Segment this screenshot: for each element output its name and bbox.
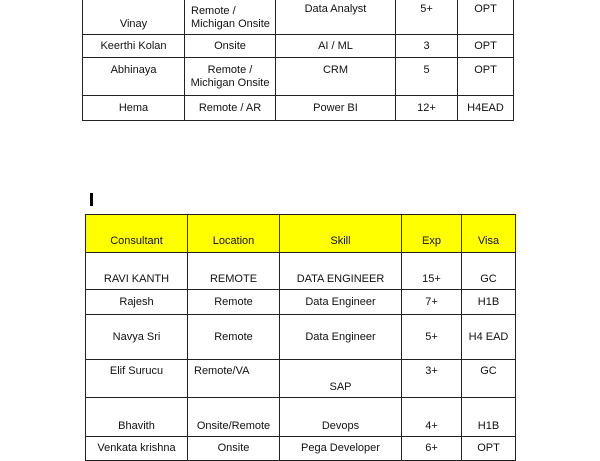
- visa-cell: OPT: [458, 35, 514, 58]
- table-row: [83, 35, 514, 58]
- table-row: [83, 58, 514, 96]
- location-cell: Remote: [188, 315, 280, 360]
- location-cell: Onsite/Remote: [188, 398, 280, 437]
- table-row: [86, 315, 516, 360]
- visa-cell: OPT: [462, 437, 516, 461]
- visa-cell: H4 EAD: [462, 315, 516, 360]
- table-row: [86, 290, 516, 315]
- header-consultant: Consultant: [86, 215, 188, 253]
- visa-cell: OPT: [458, 0, 514, 35]
- visa-cell: H1B: [462, 398, 516, 437]
- exp-cell: 5: [396, 58, 458, 96]
- exp-cell: 3+: [402, 360, 462, 398]
- consultant-cell: Abhinaya: [83, 58, 185, 96]
- visa-cell: GC: [462, 360, 516, 398]
- location-cell: Remote: [188, 290, 280, 315]
- consultant-cell: Bhavith: [86, 398, 188, 437]
- table-header-row: [86, 215, 516, 253]
- location-cell: Remote/VA: [188, 360, 280, 398]
- consultant-cell: Keerthi Kolan: [83, 35, 185, 58]
- skill-cell: Data Engineer: [280, 315, 402, 360]
- location-cell: Remote / Michigan Onsite: [185, 0, 276, 35]
- consultant-cell: RAVI KANTH: [86, 253, 188, 290]
- skill-cell: Pega Developer: [280, 437, 402, 461]
- header-visa: Visa: [462, 215, 516, 253]
- skill-cell: CRM: [276, 58, 396, 96]
- exp-cell: 12+: [396, 96, 458, 121]
- skill-cell: DATA ENGINEER: [280, 253, 402, 290]
- exp-cell: 5+: [396, 0, 458, 35]
- visa-cell: H4EAD: [458, 96, 514, 121]
- skill-cell: SAP: [280, 360, 402, 398]
- table-row: [83, 96, 514, 121]
- table-row: [86, 437, 516, 461]
- table-row: [86, 253, 516, 290]
- consultants-table-bottom: [85, 214, 516, 461]
- visa-cell: GC: [462, 253, 516, 290]
- text-cursor-mark: [90, 193, 93, 206]
- location-cell: Remote / AR: [185, 96, 276, 121]
- exp-cell: 5+: [402, 315, 462, 360]
- exp-cell: 15+: [402, 253, 462, 290]
- consultant-cell: Rajesh: [86, 290, 188, 315]
- table-row: [86, 398, 516, 437]
- skill-cell: Devops: [280, 398, 402, 437]
- header-exp: Exp: [402, 215, 462, 253]
- visa-cell: OPT: [458, 58, 514, 96]
- exp-cell: 3: [396, 35, 458, 58]
- consultant-cell: Vinay: [83, 0, 185, 35]
- skill-cell: Data Engineer: [280, 290, 402, 315]
- consultant-cell: Hema: [83, 96, 185, 121]
- table-row: [86, 360, 516, 398]
- header-location: Location: [188, 215, 280, 253]
- skill-cell: Data Analyst: [276, 0, 396, 35]
- skill-cell: AI / ML: [276, 35, 396, 58]
- consultants-table-top: [82, 0, 514, 121]
- location-cell: Onsite: [188, 437, 280, 461]
- exp-cell: 7+: [402, 290, 462, 315]
- exp-cell: 4+: [402, 398, 462, 437]
- header-skill: Skill: [280, 215, 402, 253]
- location-cell: Onsite: [185, 35, 276, 58]
- consultant-cell: Elif Surucu: [86, 360, 188, 398]
- consultant-cell: Navya Sri: [86, 315, 188, 360]
- consultant-cell: Venkata krishna: [86, 437, 188, 461]
- location-cell: REMOTE: [188, 253, 280, 290]
- skill-cell: Power BI: [276, 96, 396, 121]
- table-row: [83, 0, 514, 35]
- exp-cell: 6+: [402, 437, 462, 461]
- visa-cell: H1B: [462, 290, 516, 315]
- location-cell: Remote / Michigan Onsite: [185, 58, 276, 96]
